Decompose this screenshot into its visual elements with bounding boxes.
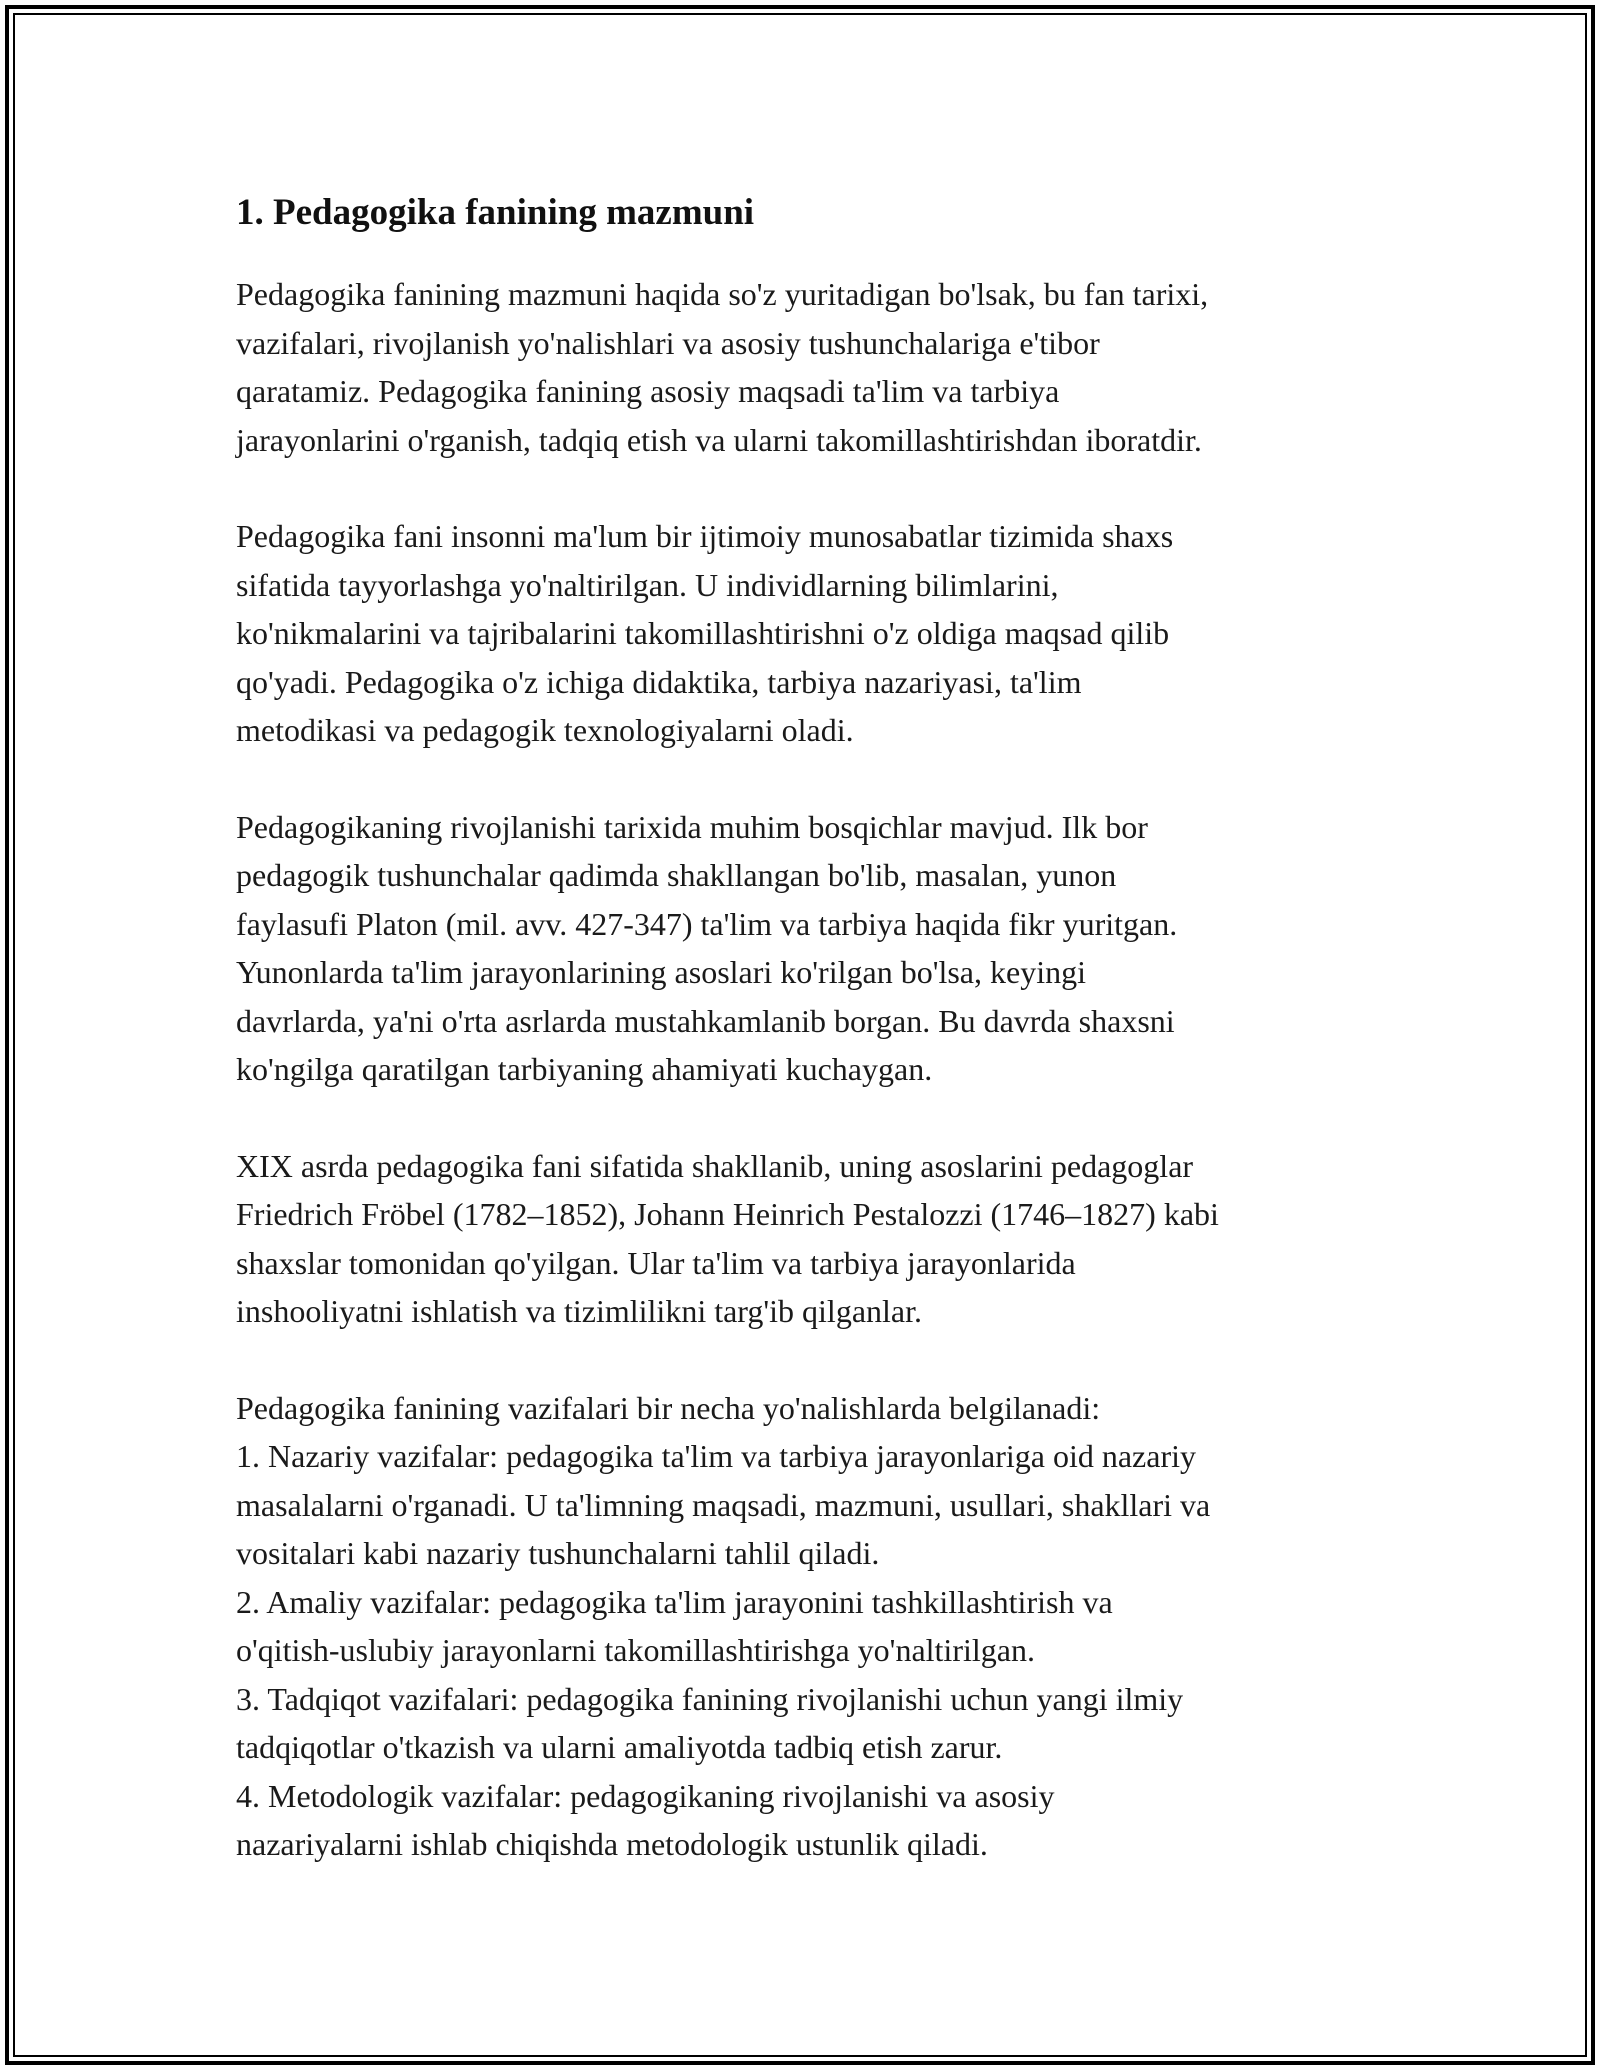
paragraph-nineteenth-century: XIX asrda pedagogika fani sifatida shakllanib, uning asoslarini pedagoglar Friedrich Fröbel (1782–1852), Johann Heinrich Pestalozzi (1746–1827) kabi shaxslar tomonidan qo'yilgan. Ular ta'lim va tarbiya jarayonlarida inshooliyatni ishlatish va tizimlilikni targ'ib qilganlar. — [236, 1147, 1219, 1329]
paragraph-purpose: Pedagogika fani insonni ma'lum bir ijtimoiy munosabatlar tizimida shaxs sifatida tayyorlashga yo'naltirilgan. U individlarning bilimlarini, ko'nikmalarini va tajribalarini takomillashtirishni o'z oldiga maqsad qilib qo'yadi. Pedagogika o'z ichiga didaktika, tarbiya nazariyasi, ta'lim metodikasi va pedagogik texnologiyalarni oladi. — [236, 518, 1174, 748]
paragraph-tasks-list: Pedagogika fanining vazifalari bir necha yo'nalishlarda belgilanadi: 1. Nazariy vazifalar: pedagogika ta'lim va tarbiya jarayonlariga oid nazariy masalalarni o'rganadi. U ta'limning maqsadi, mazmuni, usullari, shakllari va vositalari kabi nazariy tushunchalarni tahlil qiladi. 2. Amaliy vazifalar: pedagogika ta'lim jarayonini tashkillashtirish va o'qitish-uslubiy jarayonlarni takomillashtirishga yo'naltirilgan. 3. Tadqiqot vazifalari: pedagogika fanining rivojlanishi uchun yangi ilmiy tadqiqotlar o'tkazish va ularni amaliyotda tadbiq etish zarur. 4. Metodologik vazifalar: pedagogikaning rivojlanishi va asosiy nazariyalarni ishlab chiqishda metodologik ustunlik qiladi. — [236, 1389, 1211, 1862]
paragraph-intro: Pedagogika fanining mazmuni haqida so'z yuritadigan bo'lsak, bu fan tarixi, vazifalari, rivojlanish yo'nalishlari va asosiy tushunchalariga e'tibor qaratamiz. Pedagogika fanining asosiy maqsadi ta'lim va tarbiya jarayonlarini o'rganish, tadqiq etish va ularni takomillashtirishdan iboratdir. — [236, 276, 1209, 458]
document-body — [236, 186, 1386, 1869]
paragraph-history: Pedagogikaning rivojlanishi tarixida muhim bosqichlar mavjud. Ilk bor pedagogik tushunchalar qadimda shakllangan bo'lib, masalan, yunon faylasufi Platon (mil. avv. 427-347) ta'lim va tarbiya haqida fikr yuritgan. Yunonlarda ta'lim jarayonlarining asoslari ko'rilgan bo'lsa, keyingi davrlarda, ya'ni o'rta asrlarda mustahkamlanib borgan. Bu davrda shaxsni ko'ngilga qaratilgan tarbiyaning ahamiyati kuchaygan. — [236, 808, 1178, 1087]
section-title: 1. Pedagogika fanining mazmuni — [236, 192, 755, 233]
